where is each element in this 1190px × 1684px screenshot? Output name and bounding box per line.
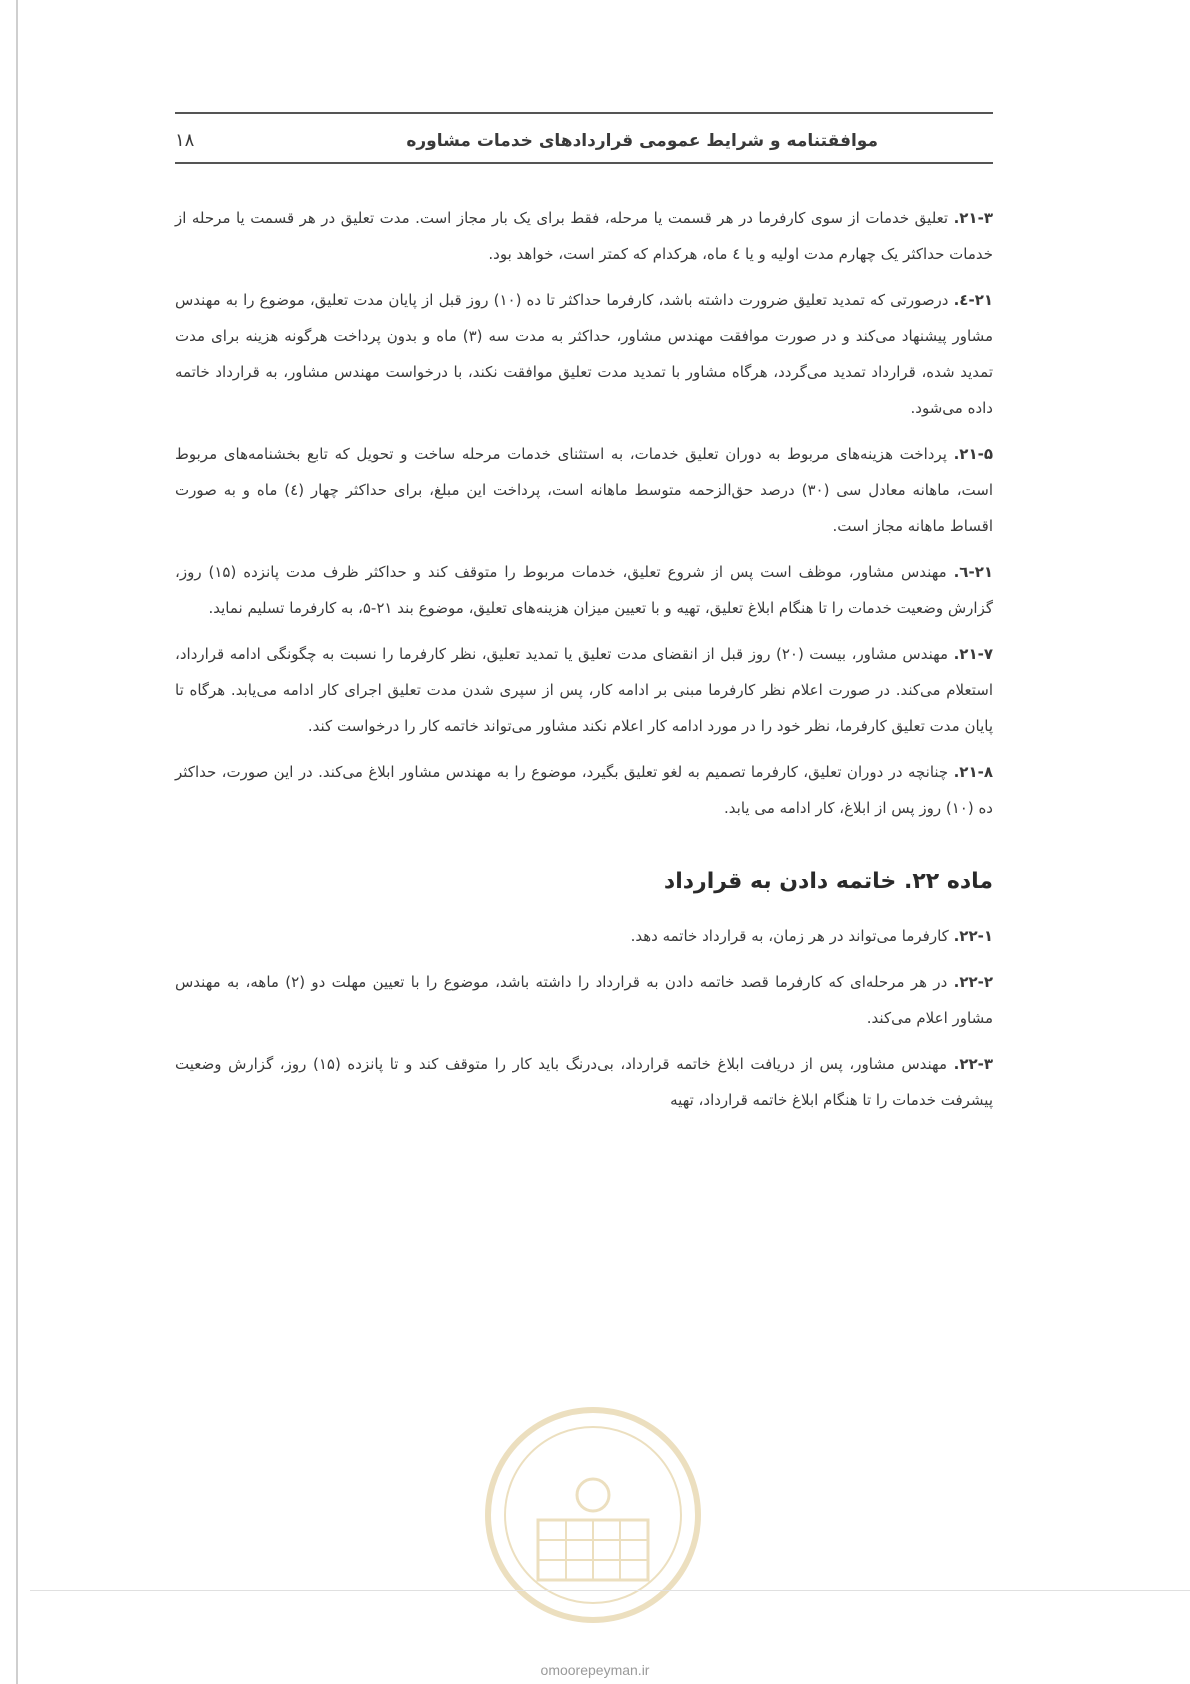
clause-22-2	[175, 964, 993, 1036]
clause-text: درصورتی که تمدید تعلیق ضرورت داشته باشد، کارفرما حداکثر تا ده (۱۰) روز قبل از پایان مدت تعلیق، موضوع را به مهندس مشاور پیشنهاد می‌کند و در صورت موافقت مهندس مشاور، حداکثر به مدت سه (۳) ماه و بدون پرداخت هرگونه هزینه برای مدت تمدید شده، قرارداد تمدید می‌گردد، هرگاه مشاور با تمدید مدت تعلیق موافقت نکند، با درخواست مهندس مشاور، به قرارداد خاتمه داده می‌شود.	[175, 291, 993, 417]
clause-number: ۲۲-۱.	[953, 927, 993, 945]
running-title: موافقتنامه و شرایط عمومی قراردادهای خدمات مشاوره	[406, 131, 878, 151]
clause-22-1	[175, 918, 993, 954]
footer-rule	[30, 1590, 1190, 1591]
document-body	[175, 200, 993, 1128]
clause-number: ۲۲-۳.	[953, 1055, 994, 1073]
clause-text: کارفرما می‌تواند در هر زمان، به قرارداد خاتمه دهد.	[630, 927, 949, 945]
clause-text: چنانچه در دوران تعلیق، کارفرما تصمیم به لغو تعلیق بگیرد، موضوع را به مهندس مشاور ابلاغ می‌کند. در این صورت، حداکثر ده (۱۰) روز پس از ابلاغ، کار ادامه می یابد.	[175, 763, 993, 817]
page-header	[175, 112, 993, 172]
clause-21-8	[175, 754, 993, 826]
clause-21-6	[175, 554, 993, 626]
clause-text: تعلیق خدمات از سوی کارفرما در هر قسمت یا مرحله، فقط برای یک بار مجاز است. مدت تعلیق در هر قسمت یا مرحله از خدمات حداکثر یک چهارم مدت اولیه و یا ٤ ماه، هرکدام که کمتر است، خواهد بود.	[175, 209, 993, 263]
clause-22-3	[175, 1046, 993, 1118]
clause-text: پرداخت هزینه‌های مربوط به دوران تعلیق خدمات، به استثنای خدمات مرحله ساخت و تحویل که تابع بخشنامه‌های مربوط است، ماهانه معادل سی (۳۰) درصد حق‌الزحمه متوسط ماهانه است، پرداخت این مبلغ، برای حداکثر چهار (٤) ماه و به صورت اقساط ماهانه مجاز است.	[175, 445, 994, 535]
clause-21-4	[175, 282, 993, 426]
watermark-url: omoorepeyman.ir	[540, 1662, 650, 1678]
clause-text: مهندس مشاور، بیست (۲۰) روز قبل از انقضای مدت تعلیق یا تمدید تعلیق، نظر کارفرما را نسبت به چگونگی ادامه قرارداد، استعلام می‌کند. در صورت اعلام نظر کارفرما مبنی بر ادامه کار، پس از سپری شدن مدت تعلیق اجرای کار ادامه می‌یابد. هرگاه تا پایان مدت تعلیق کارفرما، نظر خود را در مورد ادامه کار اعلام نکند مشاور می‌تواند خاتمه کار را درخواست کند.	[175, 645, 993, 735]
section-heading: ماده ۲۲. خاتمه دادن به قرارداد	[663, 869, 993, 894]
header-rule	[175, 112, 993, 114]
clause-text: مهندس مشاور، پس از دریافت ابلاغ خاتمه قرارداد، بی‌درنگ باید کار را متوقف کند و تا پانزده (۱۵) روز، گزارش وضعیت پیشرفت خدمات را تا هنگام ابلاغ خاتمه قرارداد، تهیه	[175, 1055, 993, 1109]
page-number: ۱۸	[175, 130, 195, 151]
clause-number: ۲۱-۳.	[953, 209, 993, 227]
clause-number: ۲۲-۲.	[953, 973, 994, 991]
clause-number: ۲۱-۷.	[953, 645, 993, 663]
clause-21-5	[175, 436, 993, 544]
header-rule	[175, 162, 993, 164]
clause-number: ۲۱-۸.	[953, 763, 993, 781]
clause-text: در هر مرحله‌ای که کارفرما قصد خاتمه دادن به قرارداد را داشته باشد، موضوع را با تعیین مهلت دو (۲) ماهه، به مهندس مشاور اعلام می‌کند.	[175, 973, 993, 1027]
clause-21-3	[175, 200, 993, 272]
clause-number: ۲۱-٦.	[953, 563, 993, 581]
clause-number: ۲۱-٤.	[953, 291, 993, 309]
clause-number: ۲۱-۵.	[953, 445, 993, 463]
clause-21-7	[175, 636, 993, 744]
scan-edge	[16, 0, 18, 1684]
clause-text: مهندس مشاور، موظف است پس از شروع تعلیق، خدمات مربوط را متوقف کند و حداکثر ظرف مدت پانزده (۱۵) روز، گزارش وضعیت خدمات را تا هنگام ابلاغ تعلیق، تهیه و با تعیین میزان هزینه‌های تعلیق، موضوع بند ۲۱-۵، به کارفرما تسلیم نماید.	[175, 563, 993, 617]
watermark-seal-icon	[478, 1400, 708, 1630]
